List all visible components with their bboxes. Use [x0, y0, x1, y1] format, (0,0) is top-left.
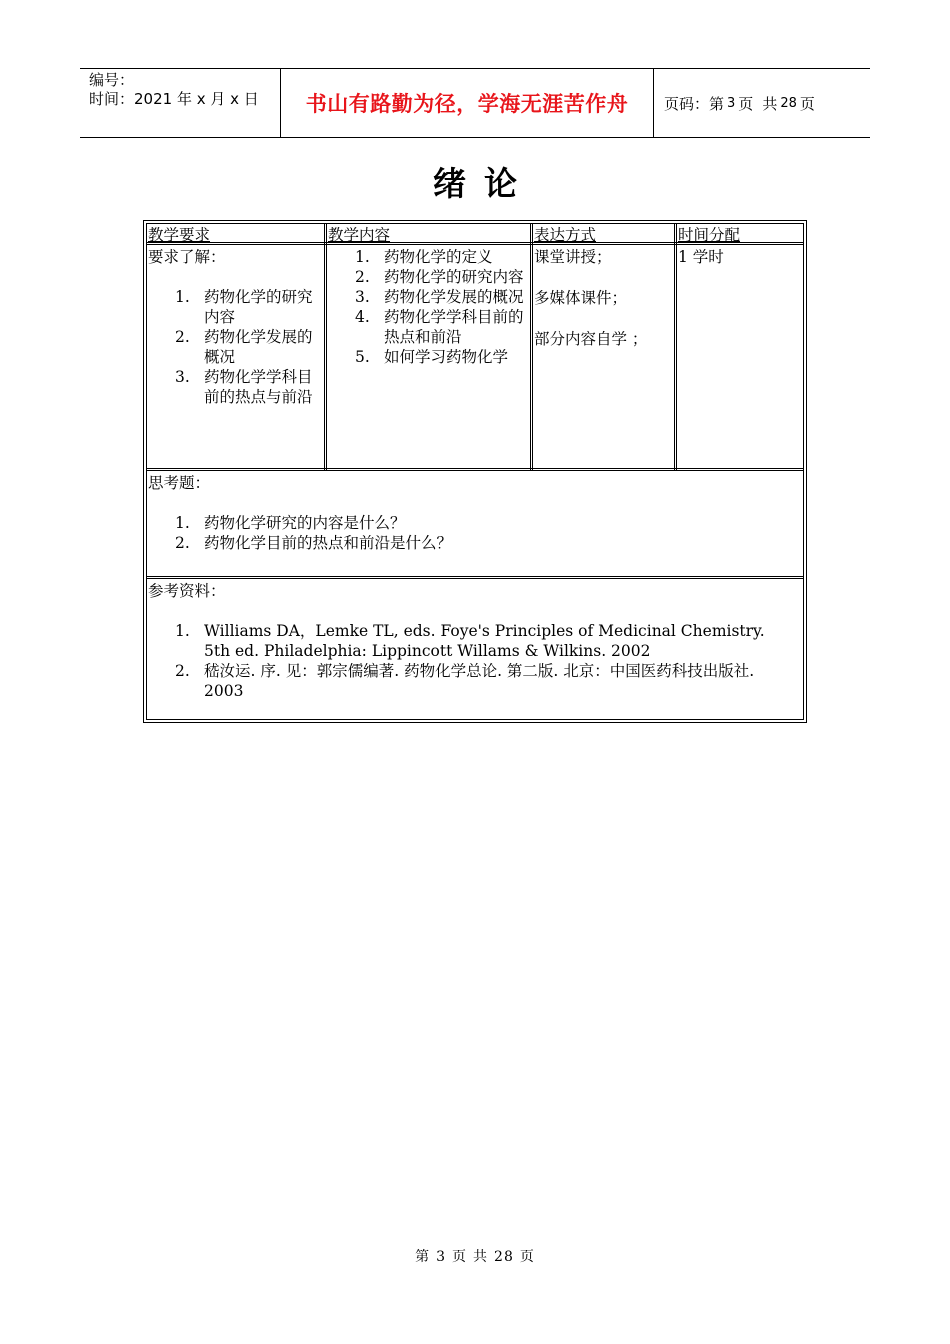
section-divider	[147, 468, 803, 471]
references-list	[148, 621, 788, 701]
table-inner-frame	[146, 223, 804, 720]
footer-unit: 页	[452, 1249, 468, 1265]
column-divider	[530, 224, 533, 471]
page-number: 3	[727, 95, 736, 111]
col-header-time: 时间分配	[678, 226, 741, 244]
list-item: 1. Williams DA，Lemke TL, eds. Foye's Principles of Medicinal Chemistry. 5th ed. Philadelphia: Lippincott Willams & Wilkins. 2002	[175, 622, 765, 660]
questions-label: 思考题：	[148, 474, 211, 492]
page-label: 页码：第	[664, 94, 725, 113]
footer-total-unit: 页	[519, 1249, 535, 1265]
requirements-list	[148, 287, 324, 407]
method-item: 课堂讲授；	[534, 248, 612, 266]
footer-page: 3	[436, 1249, 447, 1265]
method-item: 部分内容自学 ；	[534, 330, 648, 348]
questions-cell	[148, 473, 803, 553]
list-item: 2. 药物化学目前的热点和前沿是什么？	[175, 534, 453, 552]
total-pages: 28	[780, 95, 797, 111]
column-divider	[674, 224, 677, 471]
references-label: 参考资料：	[148, 582, 226, 600]
total-unit: 页	[799, 94, 815, 113]
list-item: 2. 嵇汝运. 序. 见：郭宗儒编著. 药物化学总论. 第二版. 北京：中国医药科技出版社. 2003	[175, 662, 755, 700]
content-list	[328, 247, 524, 367]
footer-total: 28	[494, 1249, 514, 1265]
col-header-method: 表达方式	[534, 226, 597, 244]
footer-prefix: 第	[415, 1249, 431, 1265]
list-item: 3. 药物化学发展的概况	[355, 288, 524, 306]
list-item: 5. 如何学习药物化学	[355, 348, 509, 366]
number-label: 编号：	[89, 71, 135, 89]
references-cell	[148, 581, 788, 701]
syllabus-table	[143, 220, 807, 723]
section-divider	[147, 576, 803, 579]
header-meta	[80, 69, 281, 137]
methods-cell	[534, 247, 674, 349]
method-item: 多媒体课件；	[534, 289, 628, 307]
motto: 书山有路勤为径，学海无涯苦作舟	[305, 92, 629, 116]
list-item: 2. 药物化学发展的概况	[175, 328, 313, 366]
page-footer	[0, 1246, 950, 1266]
page-title: 绪论	[433, 164, 535, 203]
requirements-intro: 要求了解：	[148, 248, 226, 266]
header-motto-cell	[281, 69, 654, 137]
footer-total-prefix: 共	[473, 1249, 489, 1265]
time-cell: 1 学时	[678, 248, 724, 266]
questions-list	[148, 513, 803, 553]
page-unit: 页	[738, 94, 754, 113]
header-page-info	[654, 69, 870, 137]
col-header-requirements: 教学要求	[148, 226, 211, 244]
time-label: 时间：2021 年 x 月 x 日	[89, 90, 259, 108]
list-item: 3. 药物化学学科目前的热点与前沿	[175, 368, 313, 406]
total-label: 共	[762, 94, 778, 113]
list-item: 1. 药物化学研究的内容是什么？	[175, 514, 406, 532]
column-divider	[324, 224, 327, 471]
content-cell	[328, 247, 524, 367]
col-header-content: 教学内容	[328, 226, 391, 244]
list-item: 1. 药物化学的研究内容	[175, 288, 313, 326]
requirements-cell	[148, 247, 324, 407]
page-header	[80, 68, 870, 138]
list-item: 2. 药物化学的研究内容	[355, 268, 524, 286]
list-item: 1. 药物化学的定义	[355, 248, 493, 266]
list-item: 4. 药物化学学科目前的热点和前沿	[355, 308, 524, 346]
